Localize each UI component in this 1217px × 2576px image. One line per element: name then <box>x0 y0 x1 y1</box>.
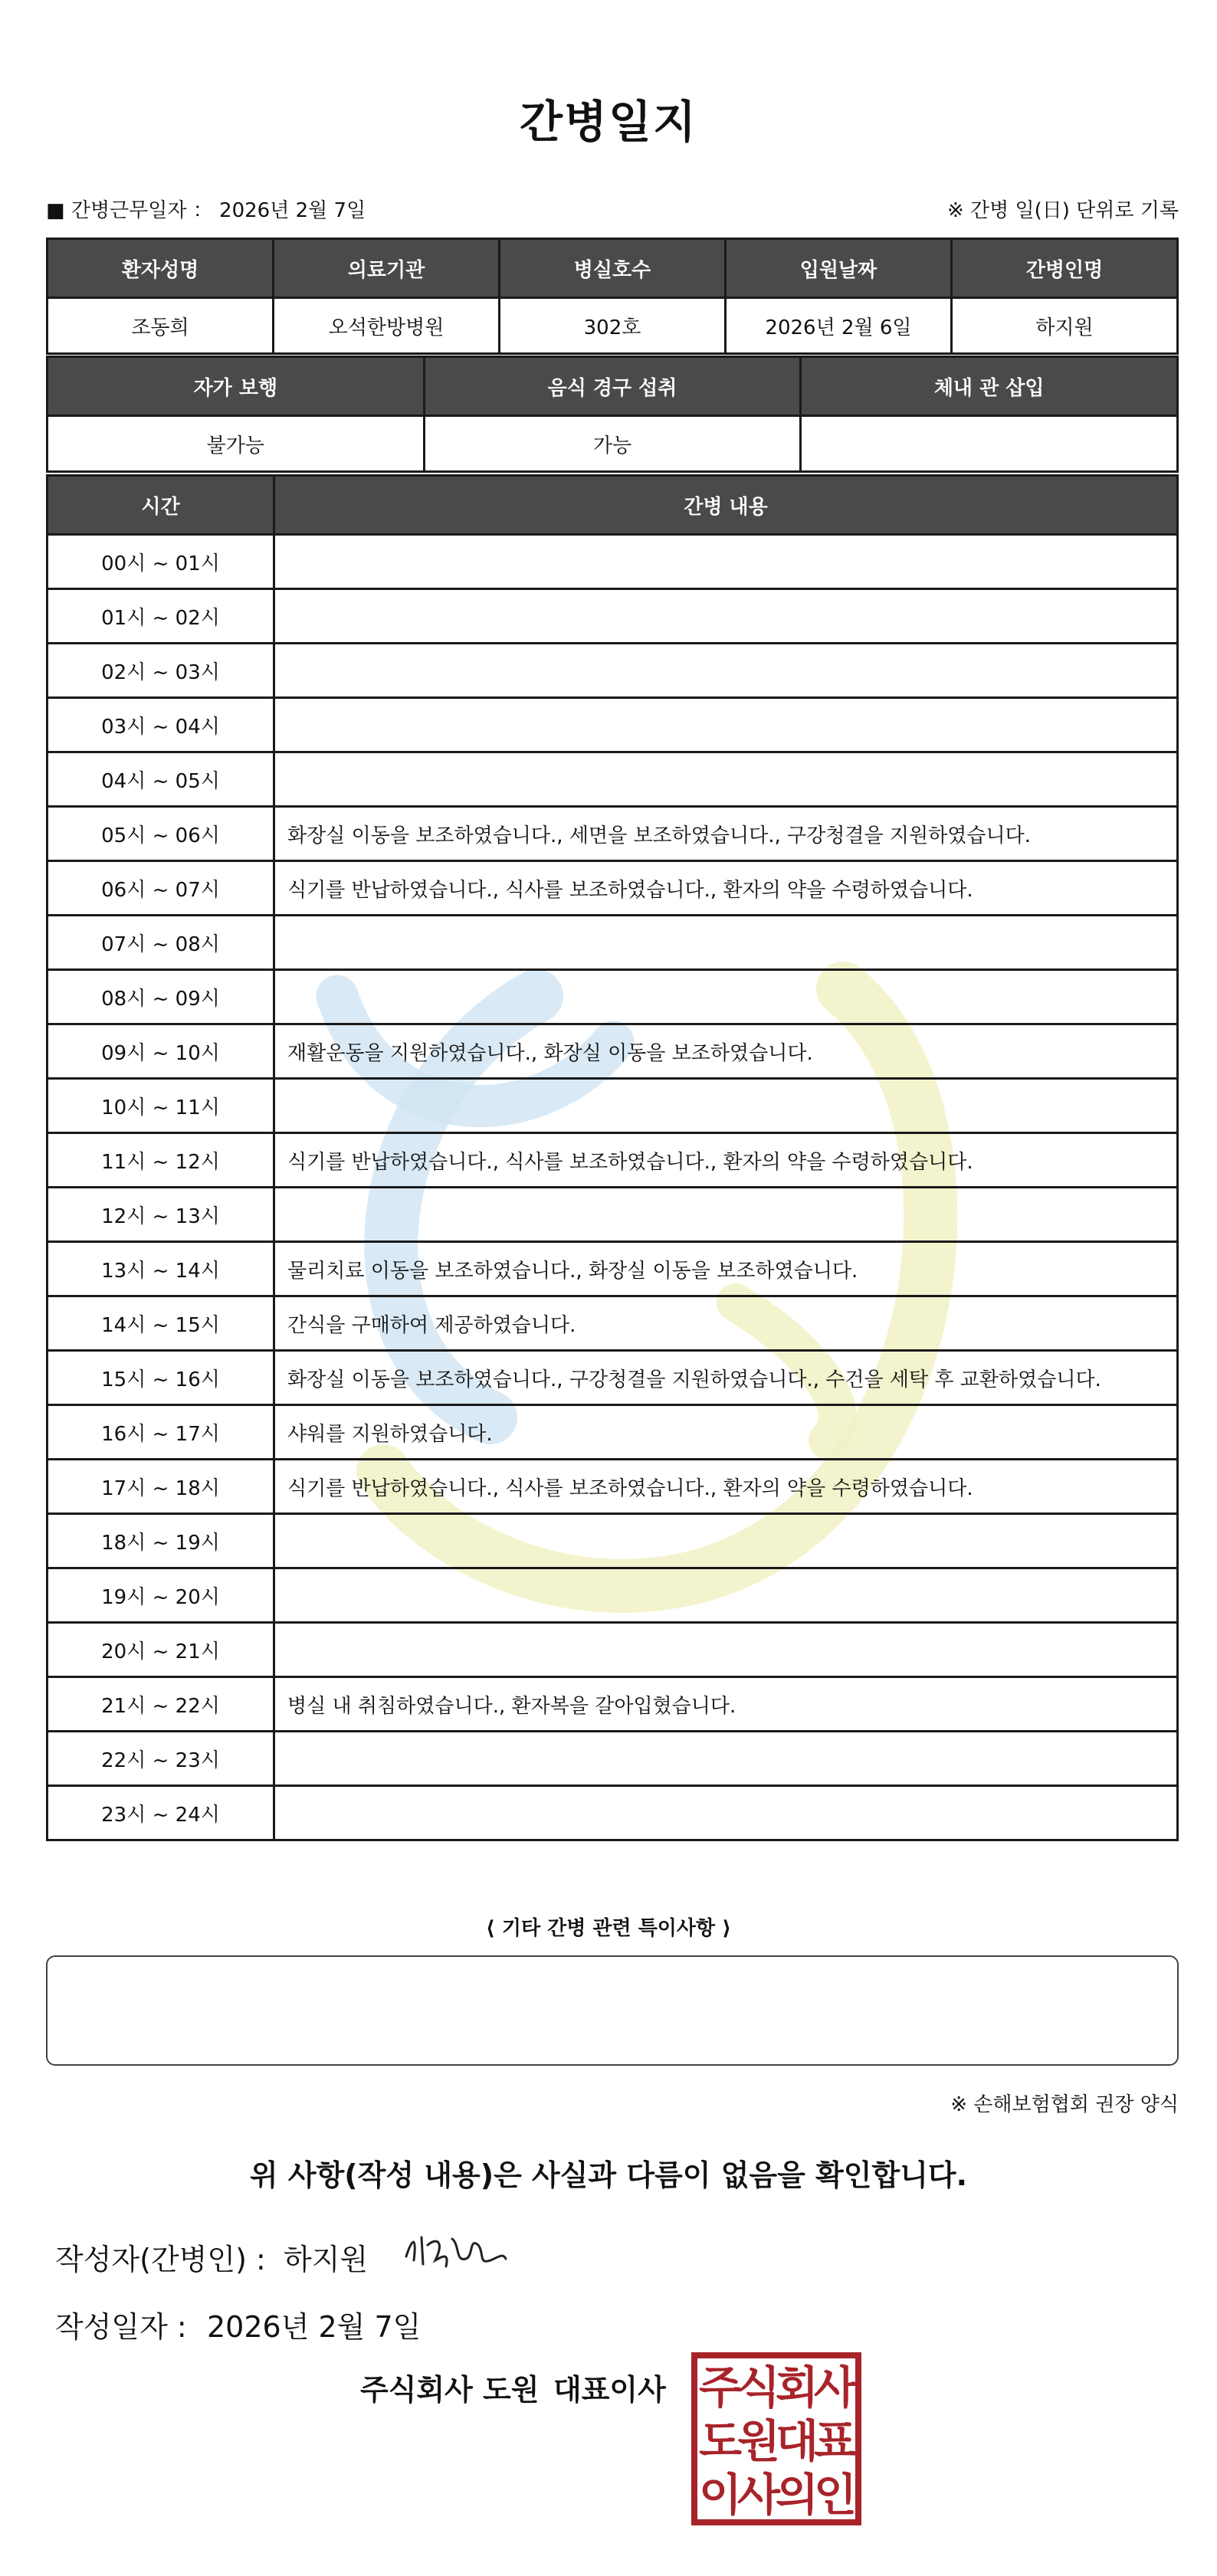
log-row <box>48 1133 1178 1188</box>
log-time-cell: 01시 ~ 02시 <box>48 589 274 644</box>
log-time-cell: 10시 ~ 11시 <box>48 1079 274 1133</box>
admission-date: 2026년 2월 6일 <box>726 298 952 354</box>
status-header: 자가 보행 <box>48 357 425 416</box>
svg-text:표: 표 <box>813 2415 858 2467</box>
time-header: 시간 <box>48 476 274 535</box>
log-note-cell <box>274 1188 1178 1242</box>
extra-notes-title: ⟨ 기타 간병 관련 특이사항 ⟩ <box>485 1917 732 1940</box>
svg-text:도: 도 <box>698 2415 743 2467</box>
info-header: 입원날짜 <box>726 239 952 298</box>
svg-text:의: 의 <box>775 2469 819 2521</box>
form-source-note: ※ 손해보험협회 권장 양식 <box>950 2093 1179 2116</box>
log-note-cell: 병실 내 취침하였습니다., 환자복을 갈아입혔습니다. <box>274 1677 1178 1732</box>
company-name: 주식회사 도원 <box>360 2373 540 2407</box>
log-time-cell: 21시 ~ 22시 <box>48 1677 274 1732</box>
written-date-label: 작성일자 : <box>55 2310 187 2344</box>
log-time-cell: 03시 ~ 04시 <box>48 698 274 752</box>
log-note-cell <box>274 1079 1178 1133</box>
log-time-cell: 12시 ~ 13시 <box>48 1188 274 1242</box>
work-date: ■ 간병근무일자 ： 2026년 2월 7일 <box>46 199 366 222</box>
log-row <box>48 807 1178 861</box>
log-row <box>48 1732 1178 1786</box>
written-date-value: 2026년 2월 7일 <box>207 2310 422 2344</box>
log-note-cell: 식기를 반납하였습니다., 식사를 보조하였습니다., 환자의 약을 수령하였습니다. <box>274 1460 1178 1514</box>
log-time-cell: 13시 ~ 14시 <box>48 1242 274 1296</box>
log-note-cell: 재활운동을 지원하였습니다., 화장실 이동을 보조하였습니다. <box>274 1024 1178 1079</box>
log-note-cell: 식기를 반납하였습니다., 식사를 보조하였습니다., 환자의 약을 수령하였습니다. <box>274 861 1178 916</box>
log-row <box>48 1079 1178 1133</box>
patient-status-table <box>46 356 1179 473</box>
log-note-cell <box>274 1786 1178 1840</box>
unit-note: ※ 간병 일(日) 단위로 기록 <box>946 199 1179 222</box>
log-time-cell: 18시 ~ 19시 <box>48 1514 274 1568</box>
log-time-cell: 06시 ~ 07시 <box>48 861 274 916</box>
log-note-cell <box>274 970 1178 1024</box>
log-note-cell <box>274 916 1178 970</box>
svg-text:주: 주 <box>698 2361 743 2414</box>
confirmation-statement: 위 사항(작성 내용)은 사실과 다름이 없음을 확인합니다. <box>249 2158 968 2192</box>
log-row <box>48 916 1178 970</box>
log-note-cell <box>274 1623 1178 1677</box>
log-time-cell: 07시 ~ 08시 <box>48 916 274 970</box>
log-row <box>48 752 1178 807</box>
log-time-cell: 20시 ~ 21시 <box>48 1623 274 1677</box>
handwritten-signature <box>399 2222 513 2276</box>
svg-text:이: 이 <box>698 2469 743 2521</box>
log-note-cell <box>274 698 1178 752</box>
log-note-cell: 식기를 반납하였습니다., 식사를 보조하였습니다., 환자의 약을 수령하였습니다. <box>274 1133 1178 1188</box>
log-time-cell: 22시 ~ 23시 <box>48 1732 274 1786</box>
log-time-cell: 14시 ~ 15시 <box>48 1296 274 1351</box>
writer-name: 하지원 <box>284 2243 369 2276</box>
log-row <box>48 1786 1178 1840</box>
info-header: 의료기관 <box>274 239 500 298</box>
log-note-cell <box>274 752 1178 807</box>
log-row <box>48 1677 1178 1732</box>
company-seal-stamp <box>690 2351 863 2527</box>
log-time-cell: 05시 ~ 06시 <box>48 807 274 861</box>
log-note-cell: 샤워를 지원하였습니다. <box>274 1405 1178 1460</box>
log-row <box>48 644 1178 698</box>
info-header: 병실호수 <box>500 239 726 298</box>
log-row <box>48 535 1178 589</box>
log-time-cell: 00시 ~ 01시 <box>48 535 274 589</box>
svg-text:회: 회 <box>775 2361 819 2414</box>
log-row <box>48 1568 1178 1623</box>
company-title: 대표이사 <box>553 2373 666 2407</box>
log-time-cell: 08시 ~ 09시 <box>48 970 274 1024</box>
log-time-cell: 02시 ~ 03시 <box>48 644 274 698</box>
patient-info-table <box>46 238 1179 355</box>
svg-text:사: 사 <box>736 2469 781 2521</box>
svg-text:대: 대 <box>775 2415 819 2467</box>
log-note-cell <box>274 589 1178 644</box>
log-row <box>48 1460 1178 1514</box>
log-time-cell: 09시 ~ 10시 <box>48 1024 274 1079</box>
hospital-name: 오석한방병원 <box>274 298 500 354</box>
log-note-cell: 화장실 이동을 보조하였습니다., 세면을 보조하였습니다., 구강청결을 지원하였습니다. <box>274 807 1178 861</box>
log-time-cell: 15시 ~ 16시 <box>48 1351 274 1405</box>
log-note-cell <box>274 1568 1178 1623</box>
log-note-cell: 물리치료 이동을 보조하였습니다., 화장실 이동을 보조하였습니다. <box>274 1242 1178 1296</box>
log-row <box>48 1514 1178 1568</box>
log-row <box>48 1024 1178 1079</box>
log-row <box>48 861 1178 916</box>
svg-text:인: 인 <box>813 2469 858 2521</box>
writer-label: 작성자(간병인) : <box>55 2243 266 2276</box>
document-title: 간병일지 <box>519 96 698 148</box>
log-time-cell: 11시 ~ 12시 <box>48 1133 274 1188</box>
log-row <box>48 970 1178 1024</box>
log-note-cell <box>274 1514 1178 1568</box>
svg-text:식: 식 <box>736 2361 781 2414</box>
info-header: 간병인명 <box>952 239 1178 298</box>
log-row <box>48 698 1178 752</box>
patient-name: 조동희 <box>48 298 274 354</box>
log-time-cell: 04시 ~ 05시 <box>48 752 274 807</box>
log-note-cell <box>274 644 1178 698</box>
log-time-cell: 16시 ~ 17시 <box>48 1405 274 1460</box>
oral-intake-value: 가능 <box>424 416 801 472</box>
log-time-cell: 17시 ~ 18시 <box>48 1460 274 1514</box>
log-row <box>48 1296 1178 1351</box>
extra-notes-box <box>46 1955 1179 2066</box>
log-row <box>48 1623 1178 1677</box>
status-header: 음식 경구 섭취 <box>424 357 801 416</box>
tube-insertion-value <box>801 416 1178 472</box>
log-row <box>48 589 1178 644</box>
log-time-cell: 19시 ~ 20시 <box>48 1568 274 1623</box>
self-walking-value: 불가능 <box>48 416 425 472</box>
log-note-cell: 화장실 이동을 보조하였습니다., 구강청결을 지원하였습니다., 수건을 세탁 후 교환하였습니다. <box>274 1351 1178 1405</box>
log-row <box>48 1242 1178 1296</box>
log-row <box>48 1351 1178 1405</box>
room-number: 302호 <box>500 298 726 354</box>
log-time-cell: 23시 ~ 24시 <box>48 1786 274 1840</box>
care-log-table <box>46 474 1179 1841</box>
info-header: 환자성명 <box>48 239 274 298</box>
status-header: 체내 관 삽입 <box>801 357 1178 416</box>
svg-text:사: 사 <box>813 2361 858 2414</box>
log-row <box>48 1405 1178 1460</box>
log-note-cell <box>274 1732 1178 1786</box>
note-header: 간병 내용 <box>274 476 1178 535</box>
log-note-cell <box>274 535 1178 589</box>
log-note-cell: 간식을 구매하여 제공하였습니다. <box>274 1296 1178 1351</box>
caregiver-name: 하지원 <box>952 298 1178 354</box>
log-row <box>48 1188 1178 1242</box>
svg-text:원: 원 <box>736 2415 781 2467</box>
